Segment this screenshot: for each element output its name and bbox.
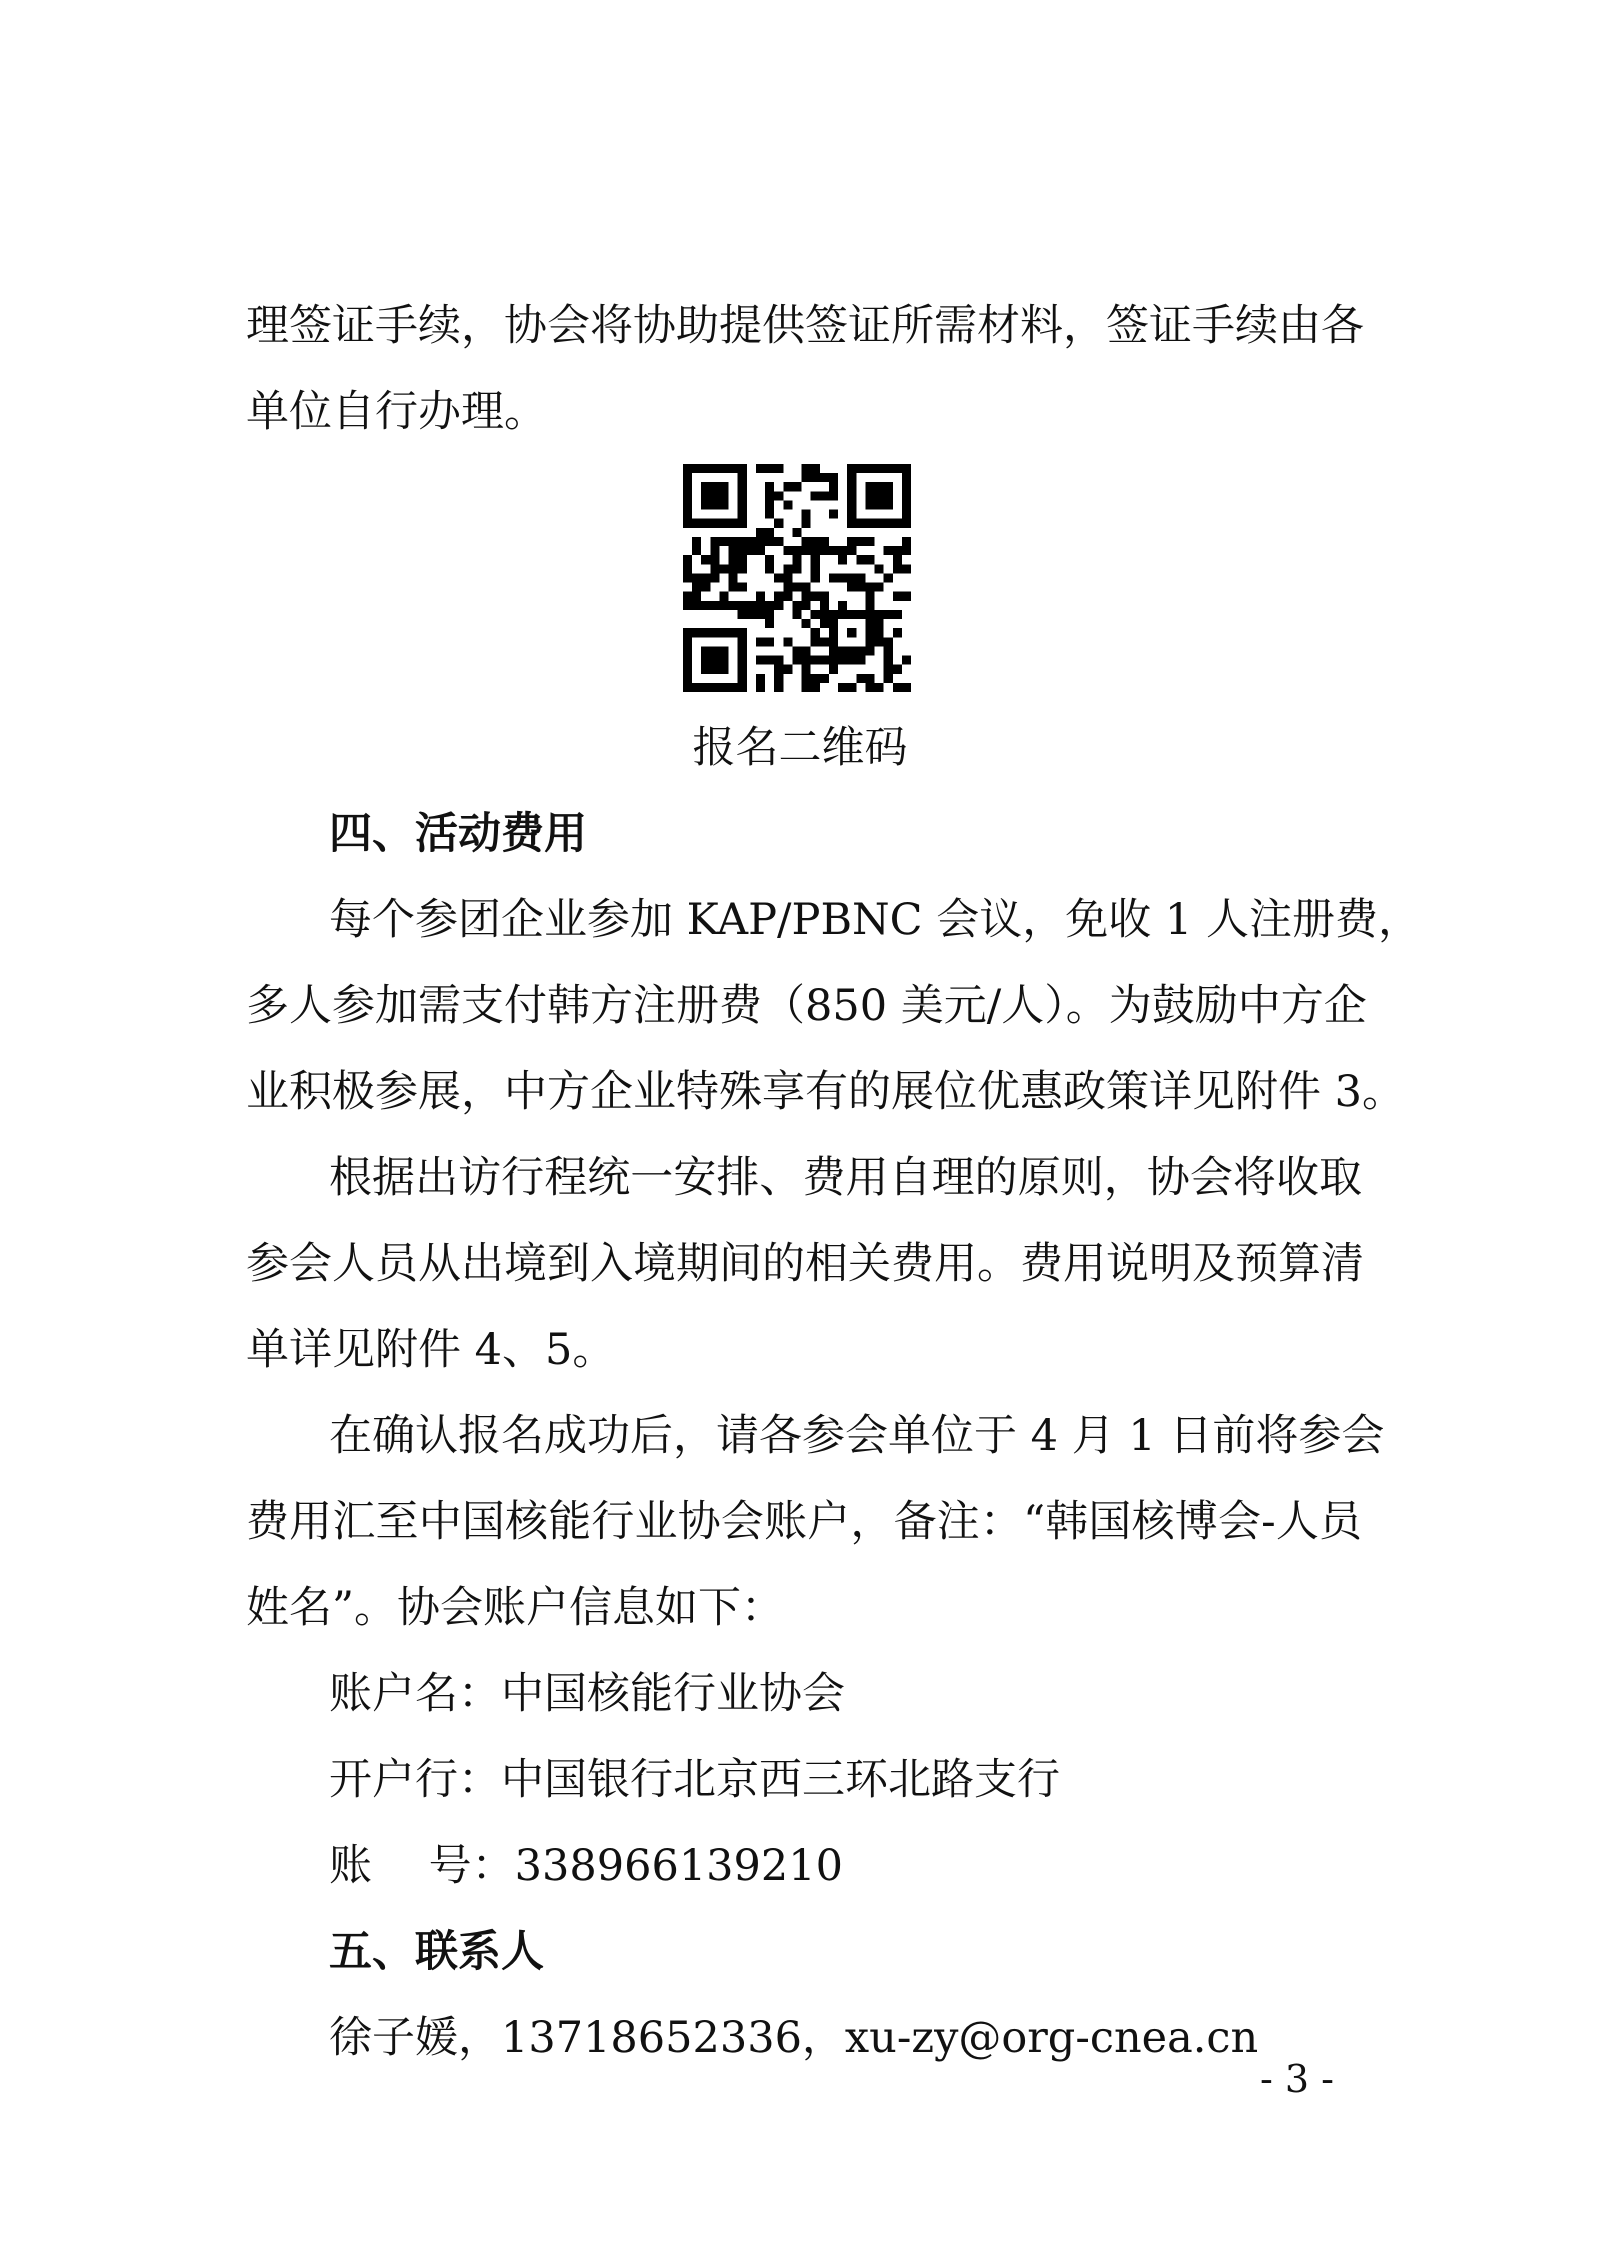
s4-p2-line-3: 单详见附件 4、5。 <box>246 1325 616 1375</box>
s4-p2-line-2: 参会人员从出境到入境期间的相关费用。费用说明及预算清 <box>246 1239 1364 1289</box>
account-name: 账户名：中国核能行业协会 <box>329 1669 845 1719</box>
section-5-heading: 五、联系人 <box>329 1927 544 1977</box>
s4-p3-line-1: 在确认报名成功后，请各参会单位于 4 月 1 日前将参会 <box>329 1411 1385 1461</box>
bank-name: 开户行：中国银行北京西三环北路支行 <box>329 1755 1060 1805</box>
contact-info: 徐子媛，13718652336，xu-zy@org-cnea.cn <box>329 2013 1259 2063</box>
s4-p1-line-3: 业积极参展，中方企业特殊享有的展位优惠政策详见附件 3。 <box>246 1067 1406 1117</box>
qr-code-icon <box>683 464 911 692</box>
s4-p1-line-2: 多人参加需支付韩方注册费（850 美元/人）。为鼓励中方企 <box>246 981 1367 1031</box>
s4-p3-line-3: 姓名”。协会账户信息如下： <box>246 1583 784 1633</box>
s4-p2-line-1: 根据出访行程统一安排、费用自理的原则，协会将收取 <box>329 1153 1362 1203</box>
account-number: 账 号：338966139210 <box>329 1841 843 1891</box>
section-4-heading: 四、活动费用 <box>329 809 587 859</box>
s4-p3-line-2: 费用汇至中国核能行业协会账户，备注：“韩国核博会-人员 <box>246 1497 1362 1547</box>
qr-caption: 报名二维码 <box>692 723 908 773</box>
intro-line-2: 单位自行办理。 <box>246 387 547 437</box>
intro-line-1: 理签证手续，协会将协助提供签证所需材料，签证手续由各 <box>246 301 1364 351</box>
s4-p1-line-1: 每个参团企业参加 KAP/PBNC 会议，免收 1 人注册费， <box>329 895 1421 945</box>
page-number: - 3 - <box>1260 2057 1335 2101</box>
registration-qr-code <box>683 464 911 692</box>
